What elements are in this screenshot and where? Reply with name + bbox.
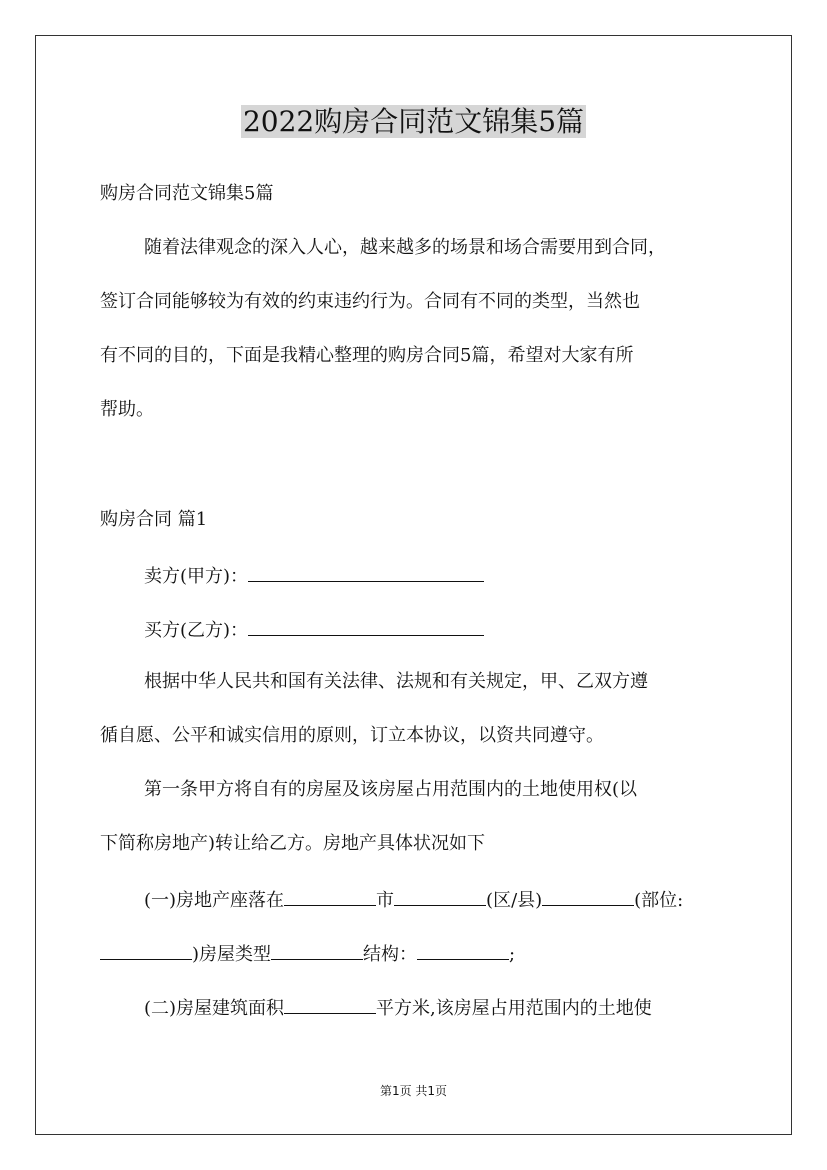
buyer-blank [248, 615, 484, 636]
buyer-line [144, 615, 784, 644]
item1-district-label: (区/县) [486, 890, 543, 911]
item1-line-1 [144, 885, 784, 914]
intro-line-2: 签订合同能够较为有效的约束违约行为。合同有不同的类型，当然也 [100, 291, 640, 312]
district-blank [394, 885, 486, 906]
floor-area-blank [284, 993, 376, 1014]
preamble-line-1: 根据中华人民共和国有关法律、法规和有关规定，甲、乙双方遵 [144, 671, 648, 692]
item2-line-1 [144, 993, 784, 1022]
intro-line-3: 有不同的目的，下面是我精心整理的购房合同5篇，希望对大家有所 [100, 345, 634, 366]
part-value-blank [100, 939, 192, 960]
part-blank [542, 885, 634, 906]
seller-line [144, 561, 784, 590]
structure-blank [417, 939, 509, 960]
section-heading: 购房合同 篇1 [100, 509, 208, 530]
page-footer: 第1页 共1页 [379, 1084, 448, 1098]
item1-location-label: (一)房地产座落在 [144, 890, 285, 911]
document-subtitle: 购房合同范文锦集5篇 [100, 183, 274, 204]
intro-line-1: 随着法律观念的深入人心，越来越多的场景和场合需要用到合同， [144, 237, 666, 258]
title-text: 2022购房合同范文锦集5篇 [242, 105, 585, 138]
item2-rest: 平方米,该房屋占用范围内的土地使 [376, 998, 652, 1019]
house-type-blank [271, 939, 363, 960]
item1-end: ; [509, 944, 516, 965]
seller-blank [248, 561, 484, 582]
intro-line-4: 帮助。 [100, 399, 154, 420]
city-blank [284, 885, 376, 906]
item1-city-label: 市 [376, 890, 395, 911]
item1-line-2 [100, 939, 740, 968]
document-title [0, 100, 827, 144]
preamble-line-2: 循自愿、公平和诚实信用的原则，订立本协议，以资共同遵守。 [100, 725, 604, 746]
buyer-label: 买方(乙方)： [144, 620, 249, 641]
seller-label: 卖方(甲方)： [144, 566, 249, 587]
structure-label: 结构： [363, 944, 418, 965]
floor-area-label: (二)房屋建筑面积 [144, 998, 285, 1019]
house-type-label: )房屋类型 [192, 944, 272, 965]
item1-part-label: (部位: [634, 890, 684, 911]
article1-line-1: 第一条甲方将自有的房屋及该房屋占用范围内的土地使用权(以 [144, 779, 638, 800]
article1-line-2: 下简称房地产)转让给乙方。房地产具体状况如下 [100, 833, 486, 854]
